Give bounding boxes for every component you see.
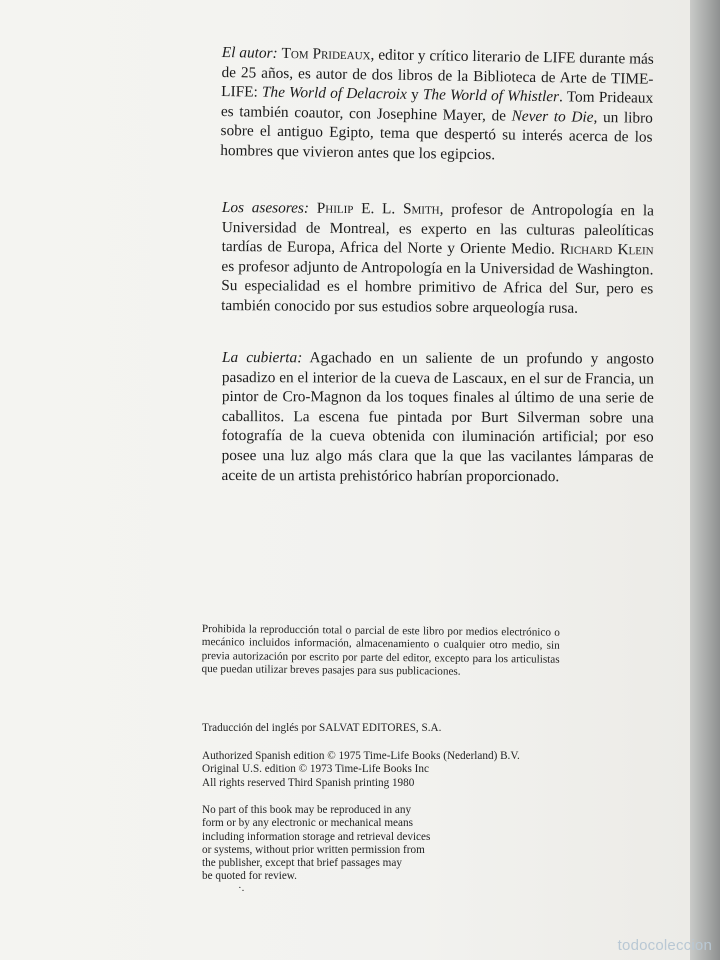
copyright-line: Authorized Spanish edition © 1975 Time-Life Books (Nederland) B.V. — [202, 750, 520, 762]
legal-notice: Prohibida la reproducción total o parcial de este libro por medios electrónico o mecánico incluidos información, almacenamiento o cualquier otro medio, sin previa autorización por escrito por parte del editor, excepto para los articulistas que puedan utilizar breves pasajes para sus publicaciones. — [201, 623, 560, 678]
advisors-label: Los asesores: — [221, 198, 310, 217]
watermark-logo: todocoleccion — [617, 937, 712, 954]
author-text-5: . Tom Prideaux es también coautor, con Josephine Mayer, de — [220, 88, 654, 125]
author-text-3: : — [253, 83, 263, 101]
advisor-name-klein: Richard Klein — [559, 240, 654, 259]
advisors-paragraph — [221, 198, 654, 319]
author-text-4: y — [406, 86, 424, 104]
translation-credit: Traducción del inglés por SALVAT EDITORES, S.A. — [202, 722, 442, 734]
ink-mark: ·. — [238, 882, 245, 894]
author-paragraph — [220, 43, 654, 167]
english-notice-line: including information storage and retrieval devices — [202, 830, 431, 843]
english-notice-line: be quoted for review. — [202, 870, 297, 883]
english-notice-line: the publisher, except that brief passages may — [202, 857, 402, 870]
page-edge — [690, 0, 720, 960]
author-text-6: , un libro sobre el antiguo Egipto, tema que despertó su interés acerca de los hombres que vivieron antes que los egipcios. — [220, 108, 654, 164]
advisor-name-smith: Philip E. L. Smith — [316, 199, 440, 218]
cover-label: La cubierta: — [221, 349, 303, 367]
time-life-name: TIME-LIFE — [221, 69, 654, 101]
author-text-2: durante más de 25 años, es autor de dos libros de la Biblioteca de Arte de — [221, 49, 654, 87]
english-notice-line: form or by any electronic or mechanical means — [202, 817, 413, 830]
author-text-1: , editor y crítico literario de — [370, 46, 544, 67]
english-notice — [202, 804, 462, 884]
book-title-delacroix: The World of Delacroix — [261, 83, 407, 104]
english-notice-line: No part of this book may be reproduced in any — [202, 804, 412, 816]
copyright-block — [202, 750, 562, 790]
copyright-line: Original U.S. edition © 1973 Time-Life Books Inc — [202, 763, 429, 776]
author-label: El autor: — [221, 43, 278, 62]
cover-paragraph — [222, 348, 654, 487]
life-magazine: LIFE — [543, 49, 576, 67]
english-notice-line: or systems, without prior written permission from — [202, 843, 425, 856]
cover-text: Agachado en un saliente de un profundo y angosto pasadizo en el interior de la cueva de Lascaux, en el sur de Francia, un pintor de Cro-Magnon da los toques finales al último de una serie de caballitos. La escena fue pintada por Burt Silverman sobre una fotografía de la cueva obtenida con iluminación artificial; por eso posee una luz algo más clara que la que las vacilantes lámparas de aceite de un artista prehistórico habrían proporcionado. — [221, 349, 654, 485]
advisors-text-2: es profesor adjunto de Antropología en la Universidad de Washington. Su especialidad es el hombre primitivo de Africa del Sur, pero es también conocido por sus estudios sobre arqueología rusa. — [221, 257, 654, 317]
copyright-line: All rights reserved Third Spanish printing 1980 — [202, 776, 415, 789]
advisors-text-1: , profesor de Antropología en la Universidad de Montreal, es experto en las culturas paleolíticas tardías de Europa, Africa del Norte y Oriente Medio. — [221, 200, 654, 258]
book-title-never-to-die: Never to Die — [511, 107, 594, 126]
author-name: Tom Prideaux — [281, 44, 371, 64]
book-title-whistler: The World of Whistler — [422, 86, 560, 106]
